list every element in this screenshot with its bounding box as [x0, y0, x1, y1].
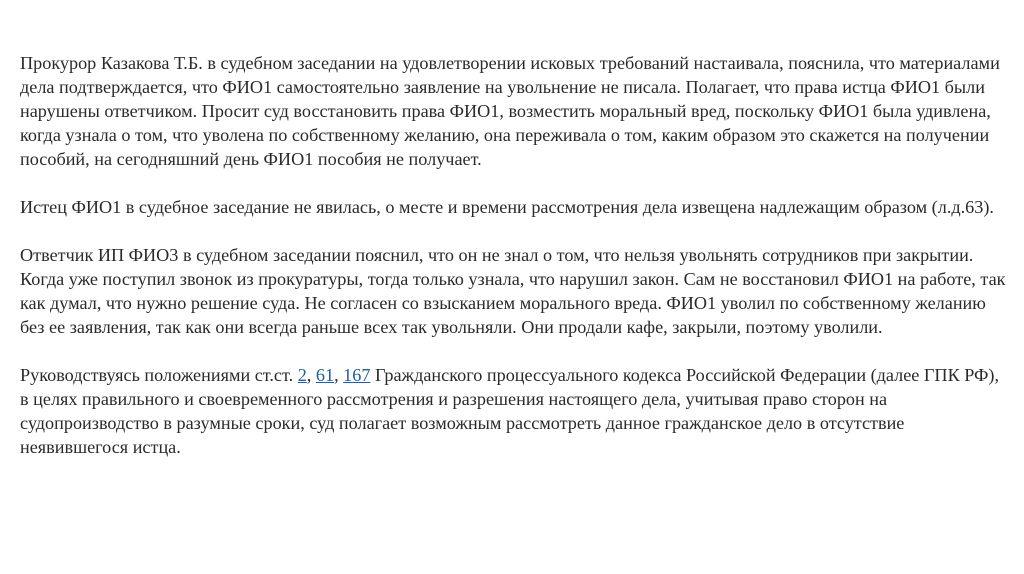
ruling-separator: ,	[306, 365, 316, 385]
paragraph-defendant: Ответчик ИП ФИО3 в судебном заседании пояснил, что он не знал о том, что нельзя увольнять сотрудников при закрытии. Когда уже поступил звонок из прокуратуры, тогда только узнала, что нарушил закон. Сам не восстановил ФИО1 на работе, так как думал, что нужно решение суда. Не согласен со взысканием морального вреда. ФИО1 уволил по собственному желанию без ее заявления, так как они всегда раньше всех так увольняли. Они продали кафе, закрыли, поэтому уволили.	[20, 245, 1006, 337]
article-link-2[interactable]: 2	[297, 365, 307, 385]
article-link-61[interactable]: 61	[315, 365, 335, 385]
ruling-prefix: Руководствуясь положениями ст.ст.	[20, 365, 298, 385]
ruling-separator: ,	[334, 365, 344, 385]
ruling-suffix: Гражданского процессуального кодекса Российской Федерации (далее ГПК РФ), в целях правильного и своевременного рассмотрения и разрешения настоящего дела, учитывая право сторон на судопроизводство в разумные сроки, суд полагает возможным рассмотреть данное гражданское дело в отсутствие неявившегося истца.	[20, 365, 1000, 457]
article-link-167[interactable]: 167	[343, 365, 371, 385]
paragraph-ruling	[20, 363, 1010, 459]
paragraph-plaintiff: Истец ФИО1 в судебное заседание не явилась, о месте и времени рассмотрения дела извещена надлежащим образом (л.д.63).	[20, 197, 994, 217]
document-body	[20, 51, 1010, 483]
paragraph-prosecutor: Прокурор Казакова Т.Б. в судебном заседании на удовлетворении исковых требований настаивала, пояснила, что материалами дела подтверждается, что ФИО1 самостоятельно заявление на увольнение не писала. Полагает, что права истца ФИО1 были нарушены ответчиком. Просит суд восстановить права ФИО1, возместить моральный вред, поскольку ФИО1 была удивлена, когда узнала о том, что уволена по собственному желанию, она переживала о том, каким образом это скажется на получении пособий, на сегодняшний день ФИО1 пособия не получает.	[20, 53, 1000, 169]
